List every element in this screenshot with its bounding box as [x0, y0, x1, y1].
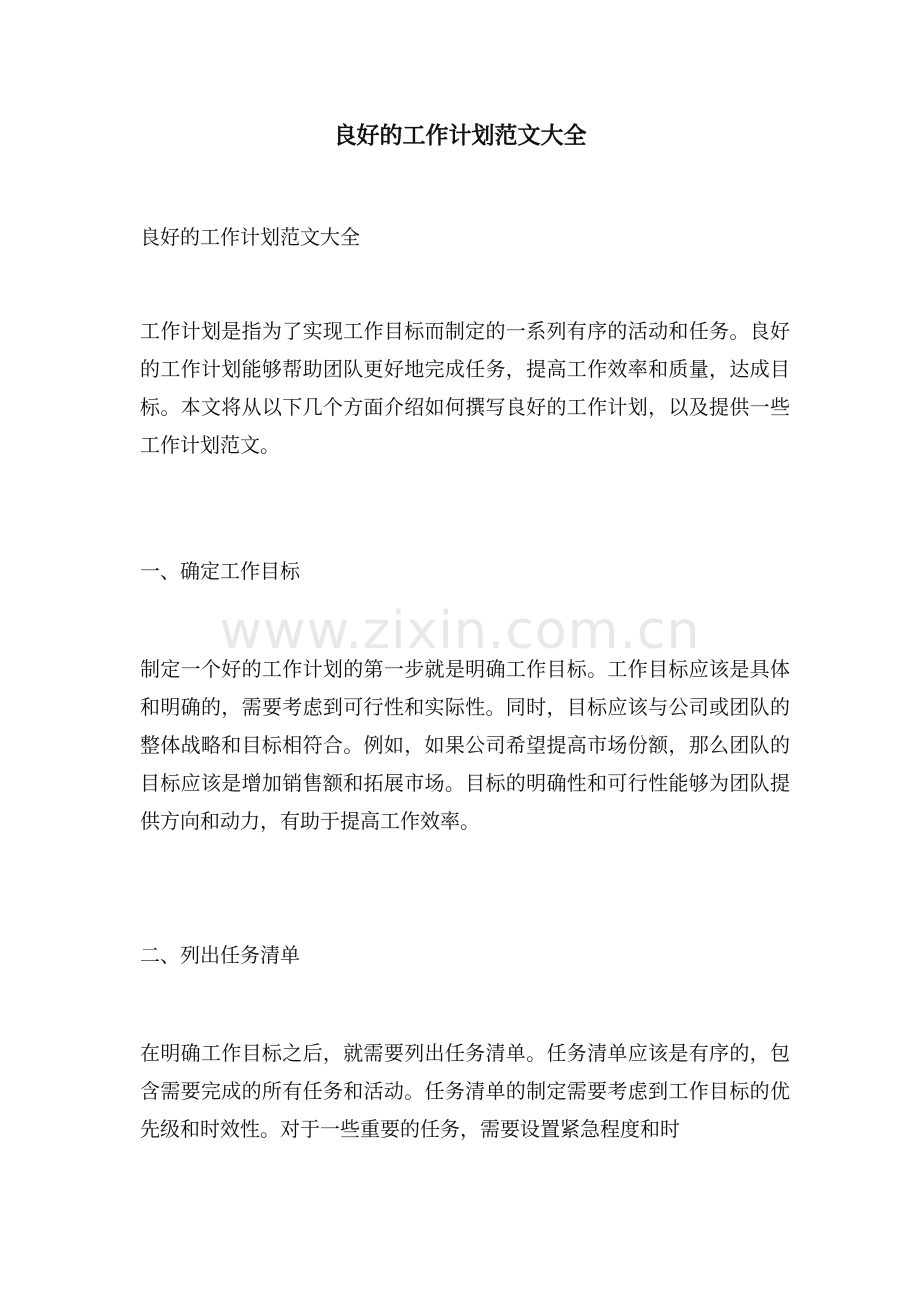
watermark: www.zixin.com.cn — [219, 601, 701, 661]
intro-paragraph: 工作计划是指为了实现工作目标而制定的一系列有序的活动和任务。良好的工作计划能够帮助团队更好地完成任务，提高工作效率和质量，达成目标。本文将从以下几个方面介绍如何撰写良好的工作计划，以及提供一些工作计划范文。 — [140, 319, 790, 457]
section-body-2: 在明确工作目标之后，就需要列出任务清单。任务清单应该是有序的，包含需要完成的所有任务和活动。任务清单的制定需要考虑到工作目标的优先级和时效性。对于一些重要的任务，需要设置紧急程度和时 — [140, 1041, 790, 1141]
section-heading-2: 二、列出任务清单 — [140, 943, 300, 967]
section-heading-1: 一、确定工作目标 — [140, 559, 300, 583]
section-body-1: 制定一个好的工作计划的第一步就是明确工作目标。工作目标应该是具体和明确的，需要考虑到可行性和实际性。同时，目标应该与公司或团队的整体战略和目标相符合。例如，如果公司希望提高市场份额，那么团队的目标应该是增加销售额和拓展市场。目标的明确性和可行性能够为团队提供方向和动力，有助于提高工作效率。 — [140, 657, 790, 833]
document-title: 良好的工作计划范文大全 — [333, 122, 587, 149]
document-subtitle: 良好的工作计划范文大全 — [140, 225, 360, 249]
